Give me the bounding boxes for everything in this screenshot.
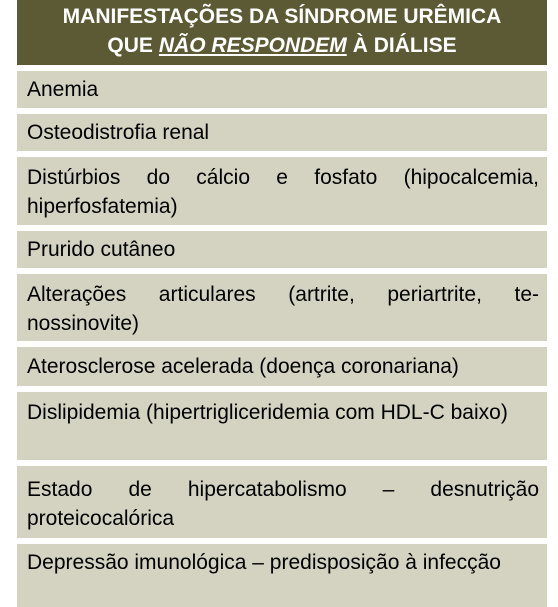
- table-header: [17, 0, 547, 65]
- row-hipercatabolismo: Estado de hipercatabolismo – desnutrição proteicocalórica: [27, 478, 539, 530]
- manifestations-table: [17, 0, 547, 607]
- row-osteodistrofia: Osteodistrofia renal: [27, 121, 210, 144]
- header-line-1: MANIFESTAÇÕES DA SÍNDROME URÊMICA: [62, 5, 502, 28]
- table-row: [17, 544, 547, 607]
- row-dislipidemia: Dislipidemia (hipertrigliceridemia com HDL-C baixo): [27, 401, 508, 424]
- row-prurido: Prurido cutâneo: [27, 238, 176, 261]
- table-row: [17, 157, 547, 225]
- table-row: [17, 347, 547, 386]
- row-alteracoes-articulares: Alterações articulares (artrite, periartrite, te-nossinovite): [27, 283, 539, 335]
- header-line-2-prefix: QUE: [107, 34, 153, 57]
- row-depressao-imunologica: Depressão imunológica – predisposição à infecção: [27, 551, 501, 574]
- table-row: [17, 71, 547, 108]
- table-row: [17, 274, 547, 341]
- table-row: [17, 231, 547, 268]
- header-line-2-suffix: À DIÁLISE: [352, 34, 457, 57]
- table-row: [17, 114, 547, 151]
- table-row: [17, 466, 547, 538]
- header-line-2: [17, 31, 547, 60]
- row-aterosclerose: Aterosclerose acelerada (doença coronariana): [27, 355, 459, 378]
- header-emphasis: NÃO RESPONDEM: [158, 34, 347, 57]
- row-anemia: Anemia: [27, 78, 99, 101]
- table-row: [17, 392, 547, 460]
- row-disturbios-calcio: Distúrbios do cálcio e fosfato (hipocalcemia, hiperfosfatemia): [27, 166, 539, 218]
